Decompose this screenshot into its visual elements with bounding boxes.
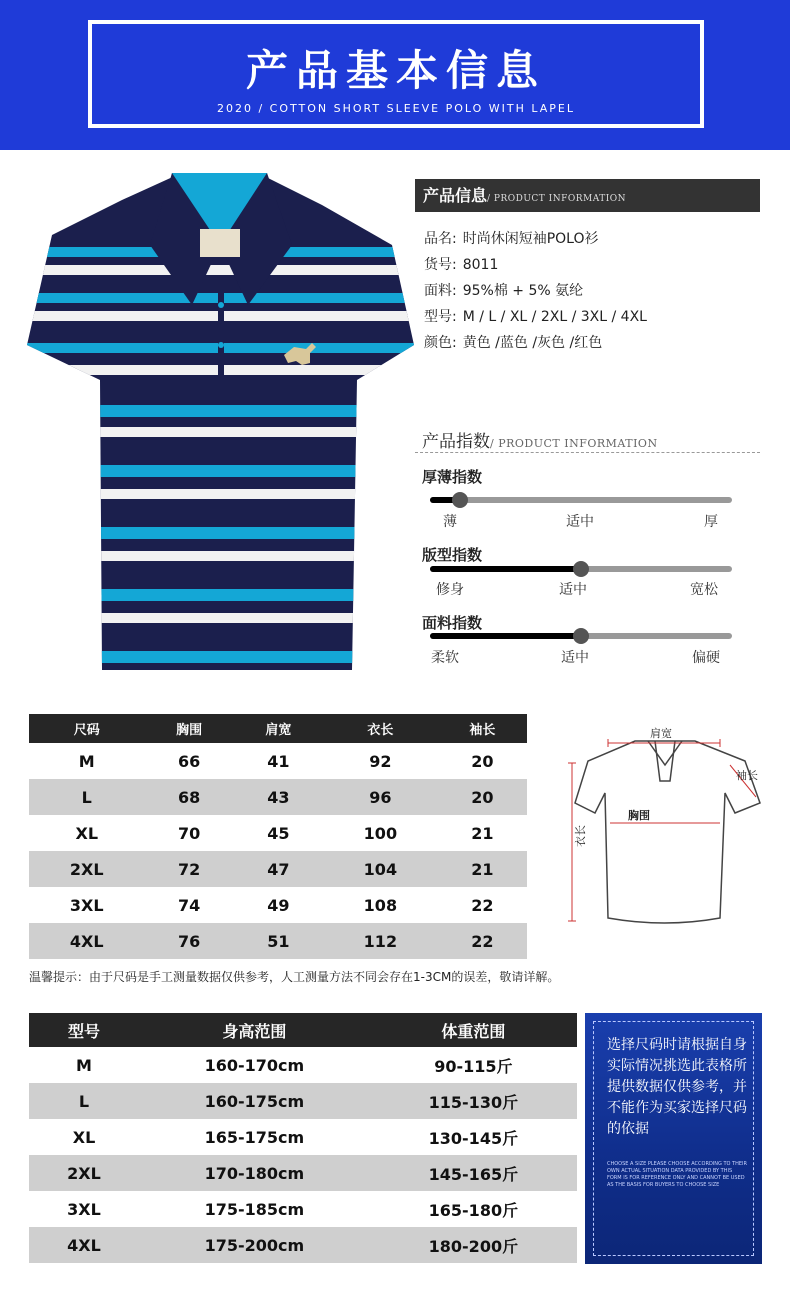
table-row: L 160-175cm 115-130斤: [29, 1083, 577, 1119]
height-weight-table: [29, 1013, 577, 1263]
thickness-index-track: [430, 497, 732, 503]
table-row: XL 70 45 100 21: [75, 823, 494, 843]
info-row-fabric: 面料: 95%棉 + 5% 氨纶: [424, 283, 584, 299]
polo-shirt-image: [22, 165, 417, 675]
size-note: 温馨提示：由于尺码是手工测量数据仅供参考，人工测量方法不同会存在1-3CM的误差，敬请详解。: [29, 970, 560, 984]
fabric-label-hard: 偏硬: [692, 650, 720, 666]
table-row: XL 165-175cm 130-145斤: [72, 1127, 519, 1148]
diagram-label-chest: 胸围: [628, 809, 650, 822]
product-info-subtitle: / PRODUCT INFORMATION: [487, 194, 627, 204]
col-chest: 胸围: [145, 714, 234, 743]
col-size: 尺码: [29, 714, 145, 743]
fabric-index-track: [430, 633, 732, 639]
fit-label-slim: 修身: [436, 582, 464, 598]
product-index-subtitle: / PRODUCT INFORMATION: [490, 437, 658, 450]
size-tip-box: [585, 1013, 762, 1264]
thickness-label-mid: 适中: [566, 514, 594, 530]
measurement-diagram: [560, 723, 770, 933]
fabric-index-fill: [430, 633, 581, 639]
col-sleeve: 袖长: [438, 714, 527, 743]
product-index-header: [422, 427, 658, 453]
info-row-name: 品名: 时尚休闲短袖POLO衫: [424, 231, 599, 247]
table-row: 3XL 74 49 108 22: [69, 895, 494, 915]
tip-text-en: CHOOSE A SIZE PLEASE CHOOSE ACCORDING TO THEIR OWN ACTUAL SITUATION DATA PROVIDED BY THIS FORM IS FOR REFERENCE ONLY AND CANNOT BE USED AS THE BASIS FOR BUYERS TO CHOOSE SIZE: [607, 1161, 747, 1188]
table-row: L 68 43 96 20: [29, 779, 527, 815]
product-info-title: 产品信息: [423, 186, 488, 205]
diagram-label-sleeve: 袖长: [736, 769, 758, 782]
table-row: 4XL 76 51 112 22: [29, 923, 527, 959]
size-table: [29, 714, 527, 959]
banner-frame: [88, 20, 704, 128]
fit-label-loose: 宽松: [690, 582, 718, 598]
fit-index-knob: [573, 561, 589, 577]
tip-text-cn: 选择尺码时请根据自身实际情况挑选此表格所提供数据仅供参考，并不能作为买家选择尺码的依据: [607, 1037, 747, 1137]
table-row: 2XL 72 47 104 21: [29, 851, 527, 887]
diagram-label-length: 衣长: [574, 825, 587, 847]
info-row-sizes: 型号: M / L / XL / 2XL / 3XL / 4XL: [424, 309, 647, 325]
table-row: 2XL 170-180cm 145-165斤: [29, 1155, 577, 1191]
product-info-list: [424, 228, 647, 358]
product-info-header: [415, 179, 760, 212]
col-height: 身高范围: [139, 1013, 370, 1047]
info-row-sku: 货号: 8011: [424, 257, 499, 273]
height-table-header: [29, 1013, 577, 1047]
table-row: M 66 41 92 20: [78, 751, 494, 771]
fabric-index-title: 面料指数: [422, 614, 483, 632]
fit-index-title: 版型指数: [422, 546, 483, 564]
product-index-title: 产品指数: [422, 432, 490, 452]
fabric-label-soft: 柔软: [431, 650, 459, 666]
size-table-header: [29, 714, 527, 743]
thickness-label-thick: 厚: [704, 514, 718, 530]
table-row: M 160-170cm 90-115斤: [76, 1055, 513, 1076]
banner-title: 产品基本信息: [245, 46, 546, 95]
col-weight: 体重范围: [370, 1013, 577, 1047]
fit-index-fill: [430, 566, 581, 572]
col-shoulder: 肩宽: [234, 714, 323, 743]
fabric-index-knob: [573, 628, 589, 644]
fit-label-mid: 适中: [559, 582, 587, 598]
col-length: 衣长: [323, 714, 438, 743]
fit-index-track: [430, 566, 732, 572]
thickness-label-thin: 薄: [443, 514, 457, 530]
divider: [415, 452, 760, 453]
thickness-index-knob: [452, 492, 468, 508]
banner: [0, 0, 790, 150]
fabric-label-mid: 适中: [561, 650, 589, 666]
info-row-colors: 颜色: 黄色 /蓝色 /灰色 /红色: [424, 335, 603, 351]
table-row: 3XL 175-185cm 165-180斤: [67, 1199, 519, 1220]
thickness-index-title: 厚薄指数: [422, 468, 483, 486]
banner-subtitle: 2020 / COTTON SHORT SLEEVE POLO WITH LAPEL: [216, 102, 576, 115]
col-model: 型号: [29, 1013, 139, 1047]
diagram-label-shoulder: 肩宽: [650, 727, 672, 740]
table-row: 4XL 175-200cm 180-200斤: [29, 1227, 577, 1263]
